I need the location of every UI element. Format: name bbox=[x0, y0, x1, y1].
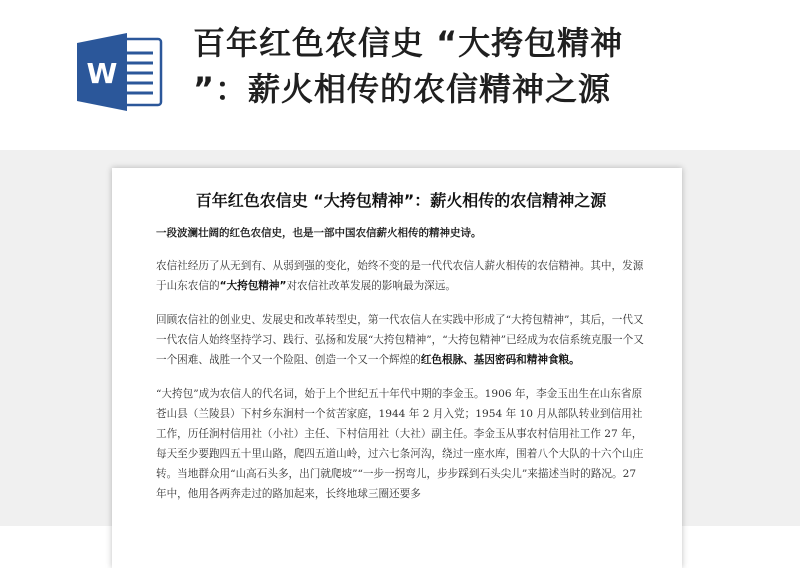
word-document-icon bbox=[77, 33, 163, 111]
paragraph-3: “大挎包”成为农信人的代名词，始于上个世纪五十年代中期的李金玉。1906 年，李金玉出生在山东省原苍山县（兰陵县）下村乡东涧村一个贫苦家庭，1944 年 2 月入党；1954 年 10 月从部队转业到信用社工作，历任涧村信用社（小社）主任、下村信用社（大社）副主任。李金玉从事农村信用社工作 27 年，每天至少要跑四五十里山路，爬四五道山岭，过六七条河沟，绕过一座水库，围着八个大队的十六个山庄转。当地群众用“山高石头多，出门就爬坡”“一步一拐弯儿，步步踩到石头尖儿”来描述当时的路况。27 年中，他用各两奔走过的路加起来，长终地球三圈还要多 bbox=[156, 388, 644, 500]
word-icon-letter: W bbox=[86, 57, 118, 90]
paragraph-2-emphasis: 红色根脉、基因密码和精神食粮。 bbox=[420, 354, 580, 366]
document-page bbox=[112, 168, 682, 568]
header-band bbox=[0, 0, 800, 150]
paragraph-1-text-c: 对农信社改革发展的影响最为深远。 bbox=[286, 280, 456, 292]
paragraph-2 bbox=[156, 310, 646, 370]
paragraph-2-text-a: 回顾农信社的创业史、发展史和改革转型史，第一代农信人在实践中形成了“大挎包精神”，其后，一代又一代农信人始终坚持学习、践行、弘扬和发展“大挎包精神”，“大挎包精神”已经成为农信系统克服一个又一个困难、战胜一个又一个险阻、创造一个又一个辉煌的 bbox=[156, 314, 644, 366]
lead-paragraph: 一段波澜壮阔的红色农信史，也是一部中国农信薪火相传的精神史诗。 bbox=[156, 227, 482, 239]
paragraph-1-text-a: 农信社经历了从无到有、从弱到强的变化，始终不变的是一代代农信人薪火相传的农信精神。其中，发源于山东农信的 bbox=[156, 260, 644, 292]
paragraph-1-emphasis: “大挎包精神” bbox=[219, 280, 287, 292]
page-title: 百年红色农信史 “大挎包精神 ”：薪火相传的农信精神之源 bbox=[193, 24, 624, 108]
document-title: 百年红色农信史 “大挎包精神”：薪火相传的农信精神之源 bbox=[195, 191, 607, 210]
paragraph-1 bbox=[156, 256, 646, 296]
